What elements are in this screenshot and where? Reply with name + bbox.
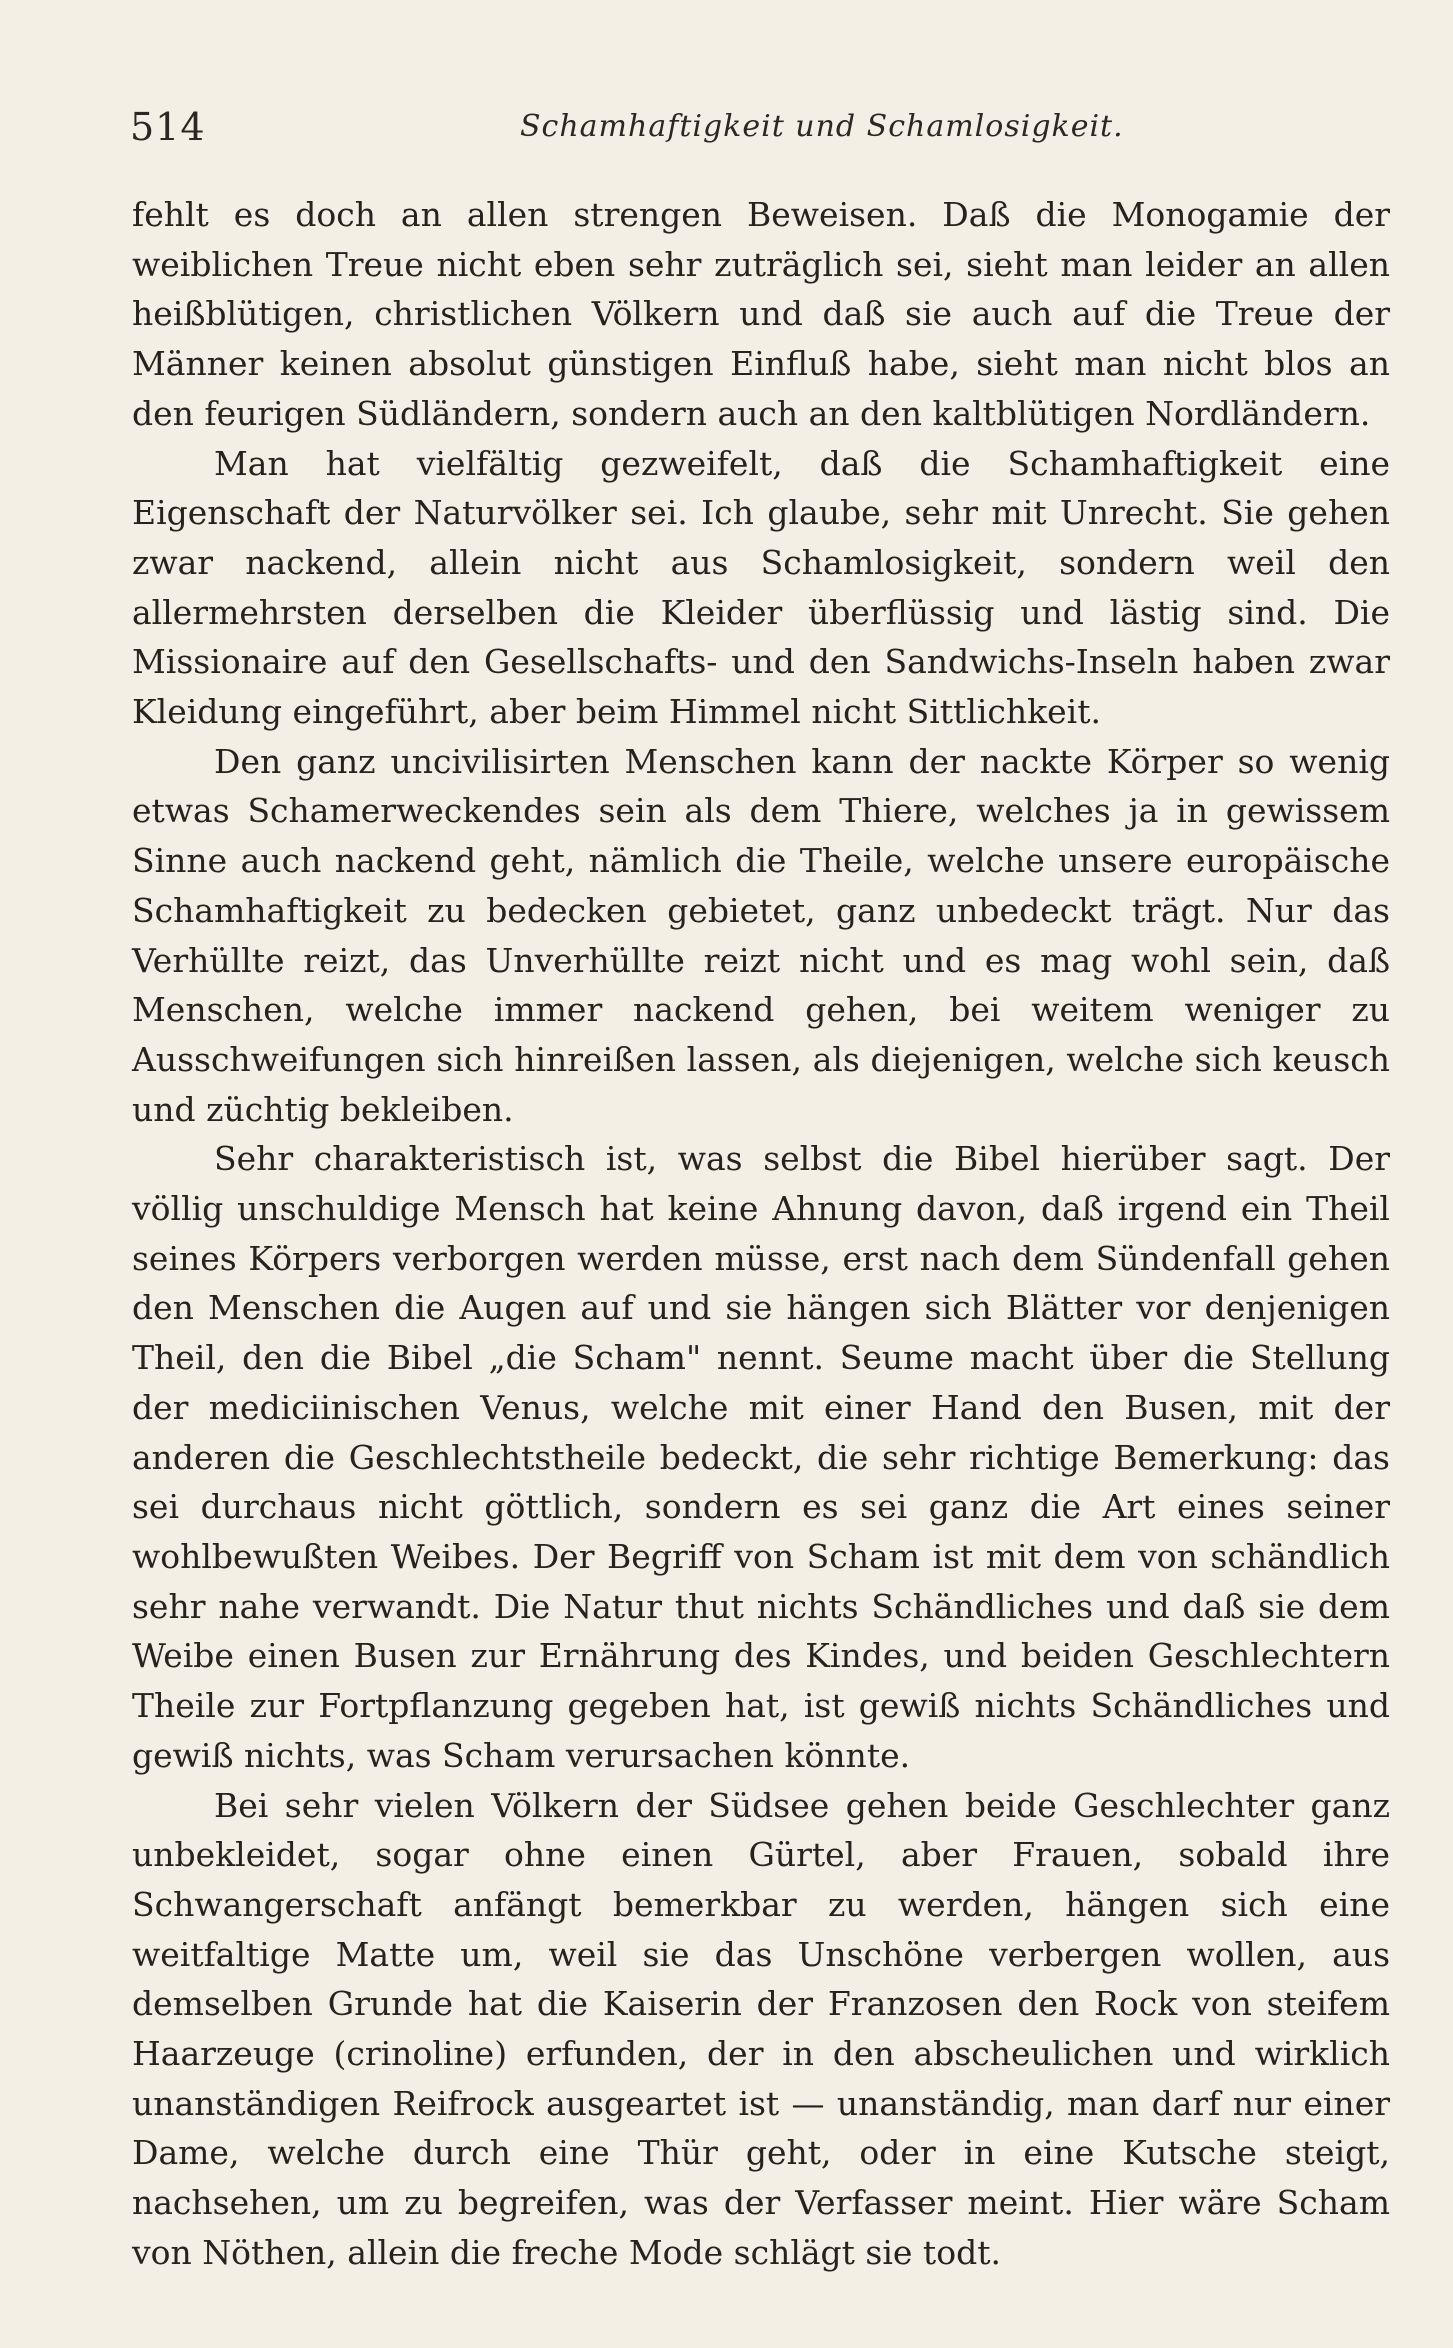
paragraph-3: Den ganz uncivilisirten Menschen kann der nackte Körper so wenig etwas Schamerweckendes sein als dem Thiere, welches ja in gewissem Sinne auch nackend geht, nämlich die Theile, welche unsere europäische Schamhaftigkeit zu bedecken gebietet, ganz unbedeckt trägt. Nur das Verhüllte reizt, das Unverhüllte reizt nicht und es mag wohl sein, daß Menschen, welche immer nackend gehen, bei weitem weniger zu Ausschweifungen sich hinreißen lassen, als diejenigen, welche sich keusch und züchtig bekleiben. xyxy=(132,741,1390,1129)
paragraph-5: Bei sehr vielen Völkern der Südsee gehen beide Geschlechter ganz unbekleidet, sogar ohne einen Gürtel, aber Frauen, sobald ihre Schwangerschaft anfängt bemerkbar zu werden, hängen sich eine weitfaltige Matte um, weil sie das Unschöne verbergen wollen, aus demselben Grunde hat die Kaiserin der Franzosen den Rock von steifem Haarzeuge (crinoline) erfunden, der in den abscheulichen und wirklich unanständigen Reifrock ausgeartet ist — unanständig, man darf nur einer Dame, welche durch eine Thür geht, oder in eine Kutsche steigt, nachsehen, um zu begreifen, was der Verfasser meint. Hier wäre Scham von Nöthen, allein die freche Mode schlägt sie todt. xyxy=(132,1785,1390,2272)
page-header xyxy=(130,105,1390,165)
paragraph-2: Man hat vielfältig gezweifelt, daß die Schamhaftigkeit eine Eigenschaft der Naturvölker sei. Ich glaube, sehr mit Unrecht. Sie gehen zwar nackend, allein nicht aus Schamlosigkeit, sondern weil den allermehrsten derselben die Kleider überflüssig und lästig sind. Die Missionaire auf den Gesellschafts- und den Sandwichs-Inseln haben zwar Kleidung eingeführt, aber beim Himmel nicht Sittlichkeit. xyxy=(132,443,1390,732)
page-number: 514 xyxy=(130,105,206,149)
paragraph-4: Sehr charakteristisch ist, was selbst die Bibel hierüber sagt. Der völlig unschuldige Mensch hat keine Ahnung davon, daß irgend ein Theil seines Körpers verborgen werden müsse, erst nach dem Sündenfall gehen den Menschen die Augen auf und sie hängen sich Blätter vor denjenigen Theil, den die Bibel „die Scham" nennt. Seume macht über die Stellung der mediciinischen Venus, welche mit einer Hand den Busen, mit der anderen die Geschlechtstheile bedeckt, die sehr richtige Bemerkung: das sei durchaus nicht göttlich, sondern es sei ganz die Art eines seiner wohlbewußten Weibes. Der Begriff von Scham ist mit dem von schändlich sehr nahe verwandt. Die Natur thut nichts Schändliches und daß sie dem Weibe einen Busen zur Ernährung des Kindes, und beiden Geschlechtern Theile zur Fortpflanzung gegeben hat, ist gewiß nichts Schändliches und gewiß nichts, was Scham verursachen könnte. xyxy=(132,1139,1390,1775)
body-text xyxy=(132,190,1390,2278)
paragraph-1: fehlt es doch an allen strengen Beweisen. Daß die Monogamie der weiblichen Treue nicht eben sehr zuträglich sei, sieht man leider an allen heißblütigen, christlichen Völkern und daß sie auch auf die Treue der Männer keinen absolut günstigen Einfluß habe, sieht man nicht blos an den feurigen Südländern, sondern auch an den kaltblütigen Nordländern. xyxy=(132,195,1390,433)
running-head: Schamhaftigkeit und Schamlosigkeit. xyxy=(520,109,1124,144)
